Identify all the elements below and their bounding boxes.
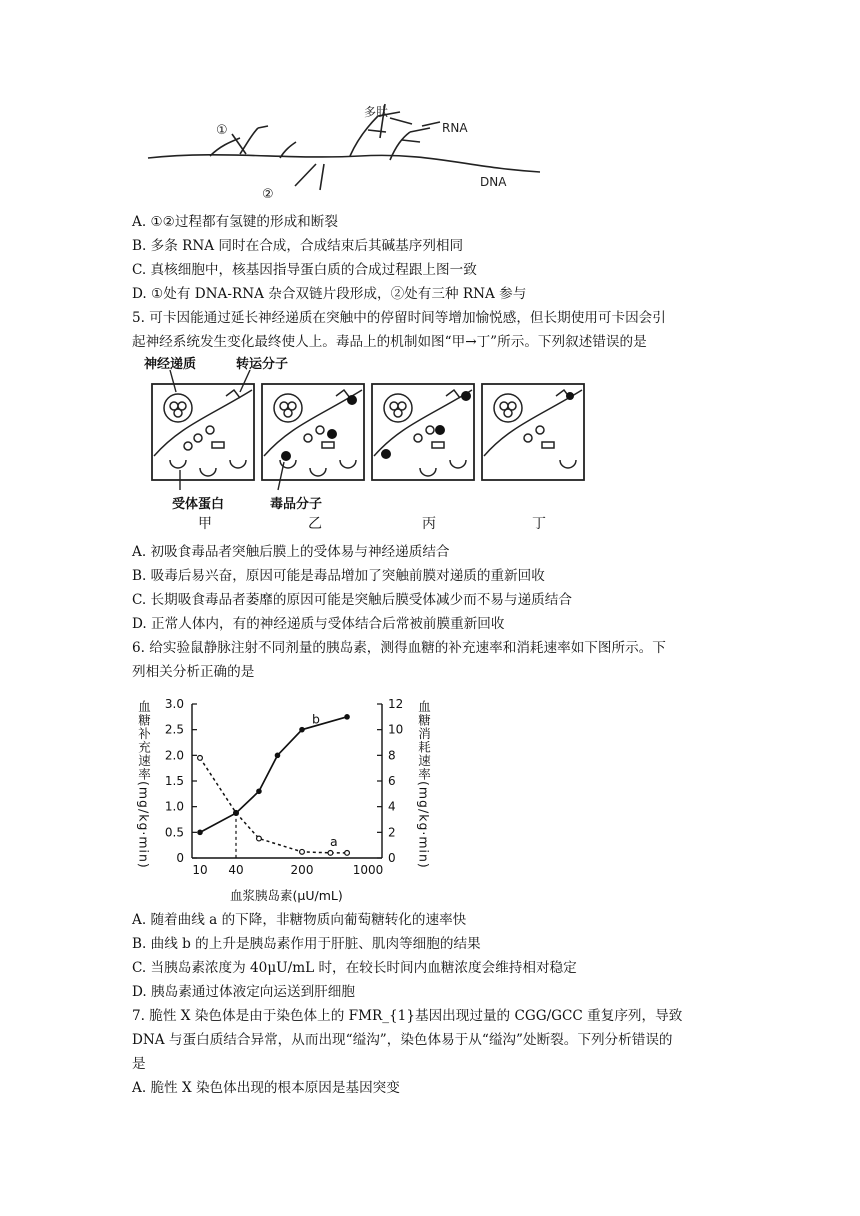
series-a-point: [198, 756, 203, 761]
left-tick-label: 0.5: [164, 825, 184, 840]
series-b-point: [345, 715, 349, 719]
left-tick-label: 2.0: [164, 748, 184, 763]
q5-option-a: A. 初吸食毒品者突触后膜上的受体易与神经递质结合: [132, 544, 450, 560]
left-tick-label: 1.0: [164, 799, 184, 814]
insulin-glucose-chart: [132, 690, 442, 906]
q7-option-a: A. 脆性 X 染色体出现的根本原因是基因突变: [132, 1080, 400, 1096]
synapse-figure: [140, 356, 600, 532]
left-tick-label: 2.5: [164, 722, 184, 737]
label-drug: 毒品分子: [270, 497, 323, 512]
q4-option-d: D. ①处有 DNA-RNA 杂合双链片段形成，②处有三种 RNA 参与: [132, 286, 527, 302]
series-b-point: [234, 811, 238, 815]
panel-label-bing: 丙: [422, 516, 436, 532]
q5-option-c: C. 长期吸食毒品者萎靡的原因可能是突触后膜受体减少而不易与递质结合: [132, 592, 572, 608]
label-receptor: 受体蛋白: [172, 497, 225, 512]
q6-option-b: B. 曲线 b 的上升是胰岛素作用于肝脏、肌肉等细胞的结果: [132, 936, 481, 952]
x-tick-label: 1000: [352, 863, 384, 877]
series-a-line: [200, 758, 347, 853]
panel-label-jia: 甲: [198, 516, 212, 532]
right-tick-label: 2: [388, 825, 396, 840]
panel-label-yi: 乙: [308, 516, 322, 532]
x-tick-label: 40: [228, 863, 244, 877]
label-2: ②: [262, 187, 274, 198]
series-a-point: [300, 849, 305, 854]
q5-option-b: B. 吸毒后易兴奋，原因可能是毒品增加了突触前膜对递质的重新回收: [132, 568, 545, 584]
q6-option-c: C. 当胰岛素浓度为 40μU/mL 时，在较长时间内血糖浓度会维持相对稳定: [132, 960, 577, 976]
right-tick-label: 6: [388, 774, 396, 788]
series-a-point: [345, 850, 350, 855]
ylabel-left: 血糖补充速率(mg/kg·min): [136, 700, 152, 869]
q6-option-d: D. 胰岛素通过体液定向运送到肝细胞: [132, 984, 355, 1000]
right-tick-label: 8: [388, 748, 396, 763]
q4-option-a: A. ①②过程都有氢键的形成和断裂: [132, 214, 338, 230]
left-tick-label: 1.5: [164, 774, 184, 788]
label-duotai: 多肽: [364, 105, 389, 119]
transcription-translation-figure: [140, 98, 550, 198]
q7-stem-line1: 7. 脆性 X 染色体是由于染色体上的 FMR_{1}基因出现过量的 CGG/GCC 重复序列，导致: [132, 1008, 683, 1024]
panel-label-ding: 丁: [532, 516, 546, 532]
series-a-point: [257, 836, 262, 841]
q6-stem-line1: 6. 给实验鼠静脉注射不同剂量的胰岛素，测得血糖的补充速率和消耗速率如下图所示。下: [132, 640, 666, 656]
series-b-point: [300, 727, 304, 731]
right-tick-label: 0: [388, 851, 396, 865]
q4-option-b: B. 多条 RNA 同时在合成，合成结束后其碱基序列相同: [132, 238, 464, 254]
ylabel-right: 血糖消耗速率(mg/kg·min): [416, 700, 432, 869]
series-b-label: b: [312, 711, 320, 727]
q5-option-d: D. 正常人体内，有的神经递质与受体结合后常被前膜重新回收: [132, 616, 505, 632]
label-rna: RNA: [442, 121, 468, 135]
label-transmitter: 神经递质: [144, 357, 197, 372]
right-tick-label: 4: [388, 799, 396, 814]
label-1: ①: [216, 123, 228, 138]
xlabel: 血浆胰岛素(μU/mL): [230, 888, 343, 903]
x-tick-label: 10: [192, 863, 208, 877]
series-b-line: [200, 717, 347, 833]
label-transporter: 转运分子: [236, 357, 289, 372]
q4-option-c: C. 真核细胞中，核基因指导蛋白质的合成过程跟上图一致: [132, 262, 477, 278]
label-dna: DNA: [480, 175, 507, 189]
q5-stem-line1: 5. 可卡因能通过延长神经递质在突触中的停留时间等增加愉悦感，但长期使用可卡因会引: [132, 310, 666, 326]
right-tick-label: 10: [388, 722, 404, 737]
left-tick-label: 3.0: [164, 697, 184, 711]
q5-stem-line2: 起神经系统发生变化最终使人上。毒品上的机制如图“甲→丁”所示。下列叙述错误的是: [132, 334, 647, 350]
series-a-label: a: [330, 833, 338, 849]
series-b-point: [257, 789, 261, 793]
q7-stem-line3: 是: [132, 1056, 146, 1072]
q6-stem-line2: 列相关分析正确的是: [132, 664, 255, 680]
series-b-point: [275, 753, 279, 757]
left-tick-label: 0: [176, 851, 184, 865]
q7-stem-line2: DNA 与蛋白质结合异常，从而出现“缢沟”，染色体易于从“缢沟”处断裂。下列分析错误的: [132, 1032, 673, 1048]
series-b-point: [198, 830, 202, 834]
series-a-point: [328, 850, 333, 855]
q6-option-a: A. 随着曲线 a 的下降，非糖物质向葡萄糖转化的速率快: [132, 912, 467, 928]
x-tick-label: 200: [290, 863, 314, 877]
right-tick-label: 12: [388, 697, 404, 711]
